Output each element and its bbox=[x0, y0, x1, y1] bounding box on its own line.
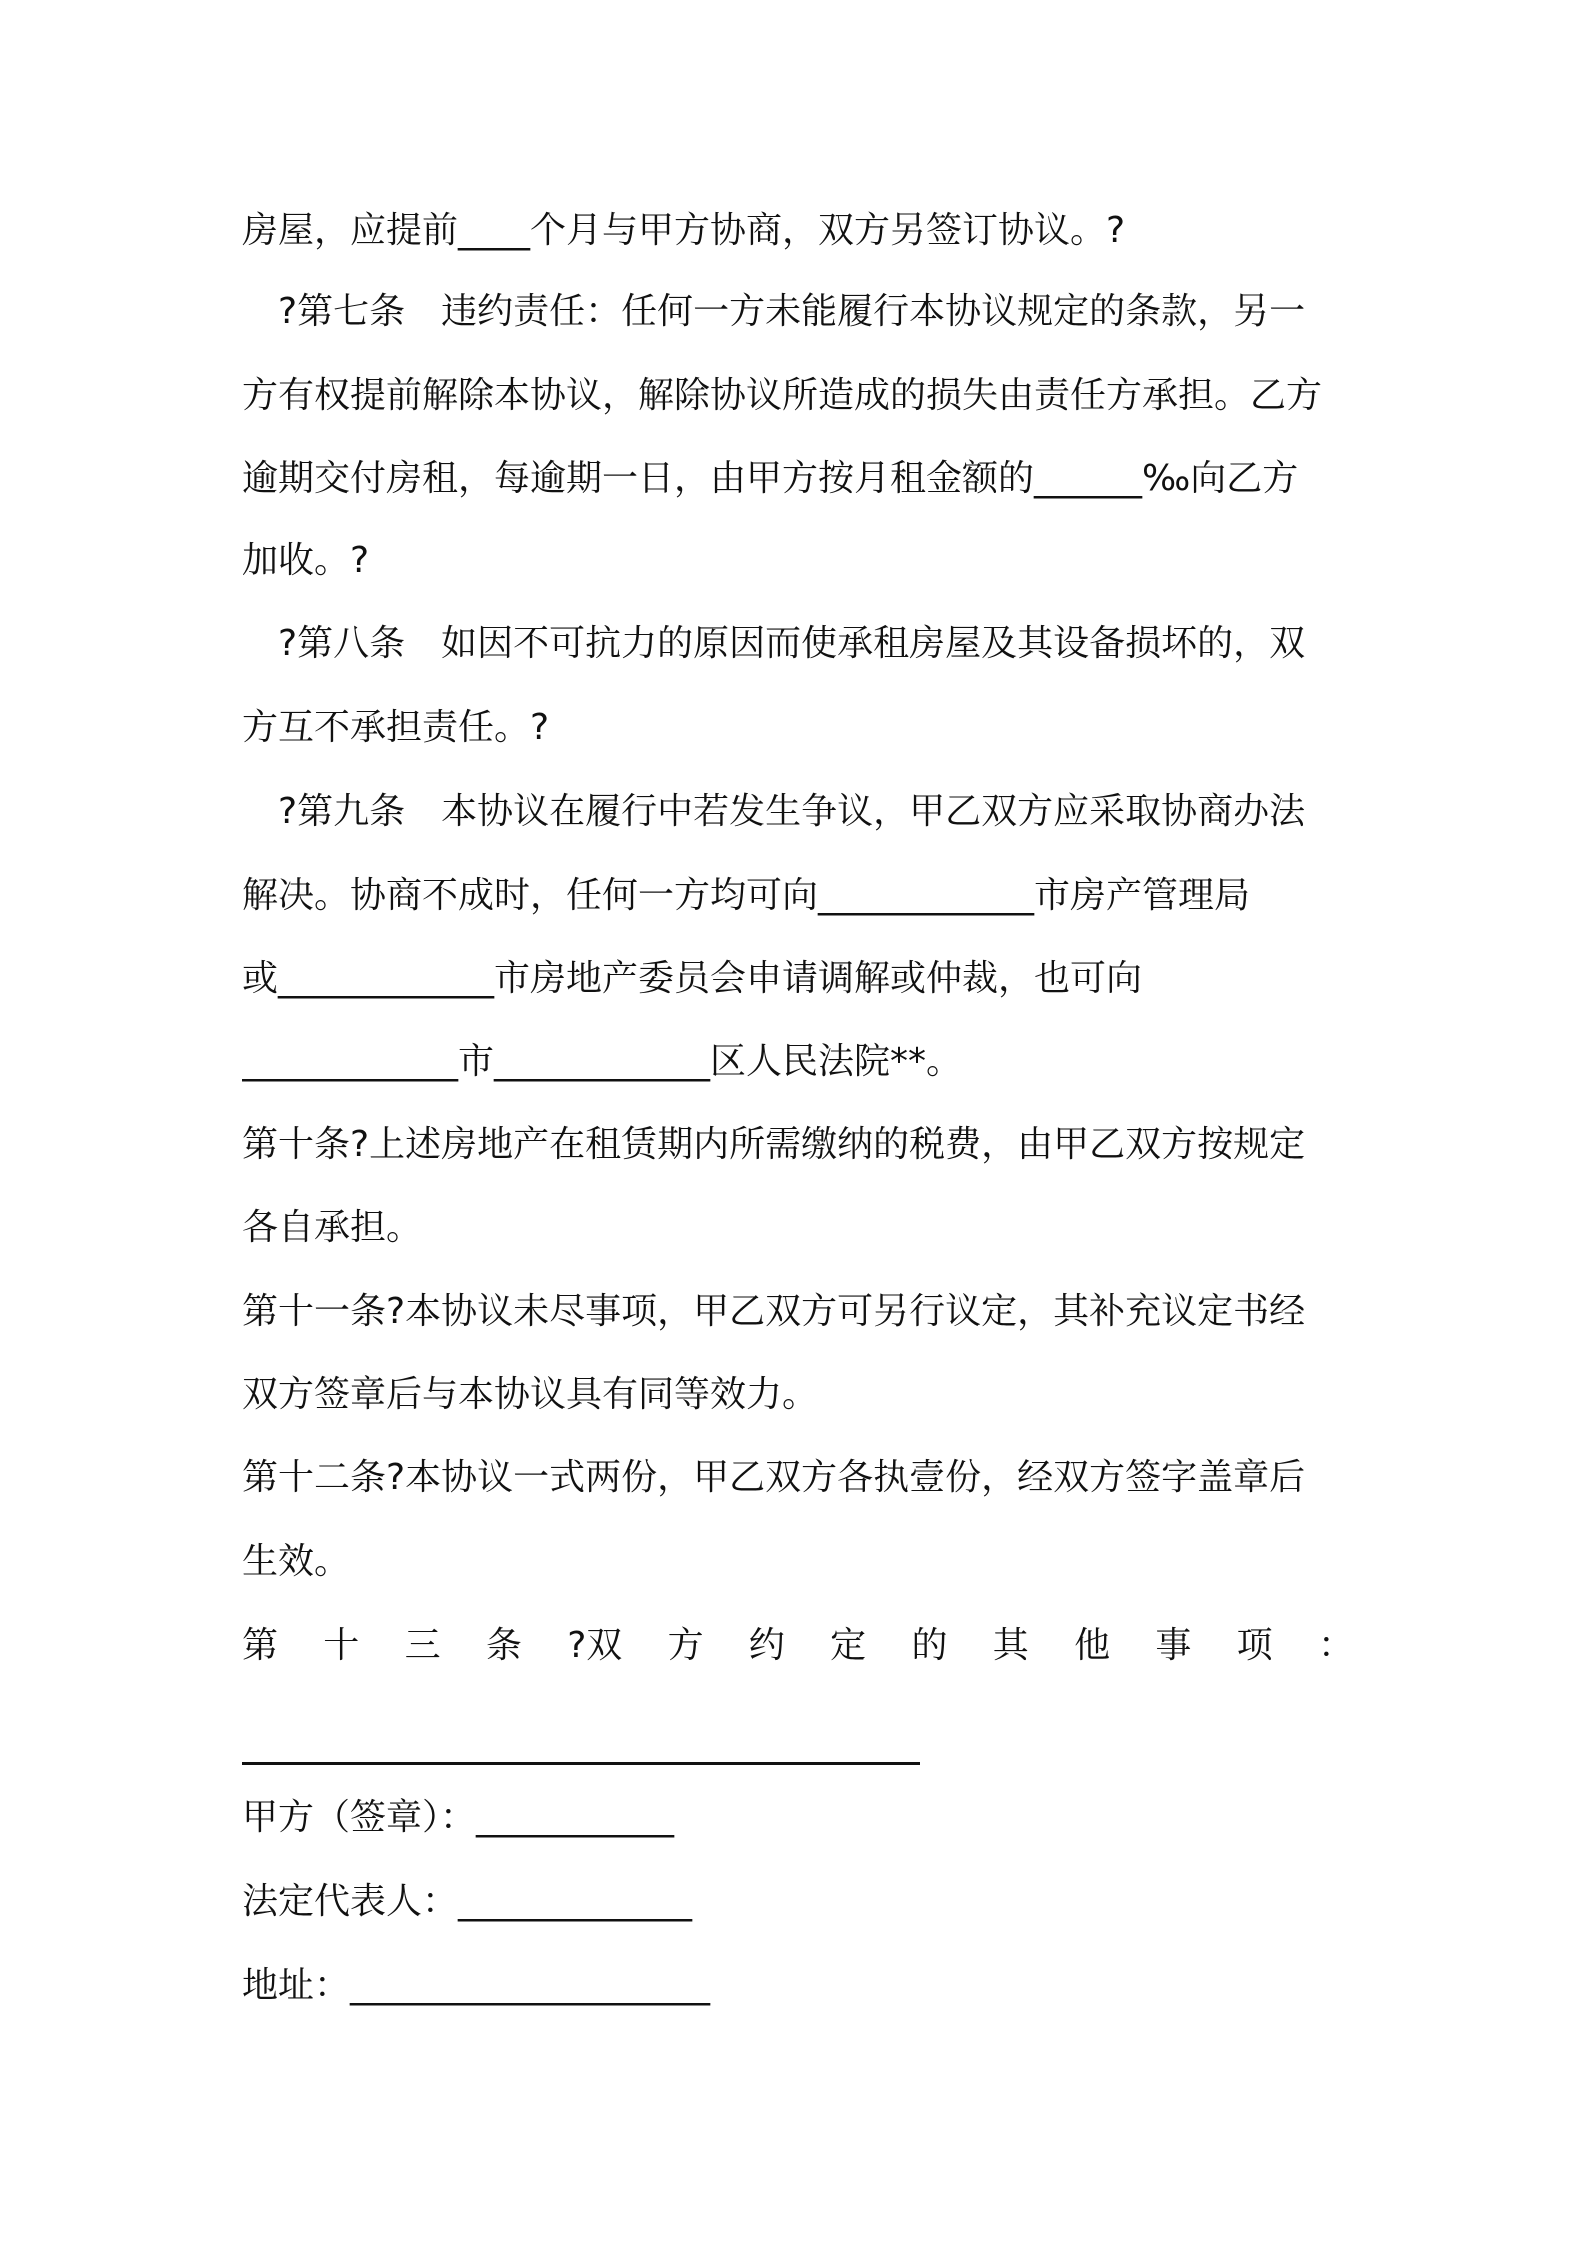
article-12-line: 第十二条?本协议一式两份，甲乙双方各执壹份，经双方签字盖章后 bbox=[242, 1457, 1306, 1498]
heading-char: 十 bbox=[323, 1625, 360, 1666]
article-9-line: ?第九条 本协议在履行中若发生争议，甲乙双方应采取协商办法 bbox=[278, 791, 1306, 832]
text-line: 房屋，应提前____个月与甲方协商，双方另签订协议。? bbox=[242, 210, 1126, 251]
party-a-signature: 甲方（签章）：___________ bbox=[242, 1797, 675, 1838]
blank-fill-line bbox=[242, 1762, 920, 1765]
heading-char: ： bbox=[1317, 1625, 1354, 1666]
heading-char: 定 bbox=[830, 1625, 867, 1666]
text-line: ____________市____________区人民法院**。 bbox=[242, 1041, 963, 1082]
heading-char: 其 bbox=[992, 1625, 1029, 1666]
article-11-line: 第十一条?本协议未尽事项，甲乙双方可另行议定，其补充议定书经 bbox=[242, 1291, 1306, 1332]
article-10-line: 第十条?上述房地产在租赁期内所需缴纳的税费，由甲乙双方按规定 bbox=[242, 1124, 1306, 1165]
heading-char: 事 bbox=[1155, 1625, 1192, 1666]
text-line: 解决。协商不成时，任何一方均可向____________市房产管理局 bbox=[242, 875, 1251, 916]
text-line: 或____________市房地产委员会申请调解或仲裁，也可向 bbox=[242, 958, 1143, 999]
text-line: 生效。 bbox=[242, 1541, 351, 1582]
article-8-line: ?第八条 如因不可抗力的原因而使承租房屋及其设备损坏的，双 bbox=[278, 623, 1306, 664]
legal-representative: 法定代表人：_____________ bbox=[242, 1881, 693, 1922]
heading-char: 他 bbox=[1074, 1625, 1111, 1666]
heading-char: 方 bbox=[667, 1625, 704, 1666]
text-line: 方有权提前解除本协议，解除协议所造成的损失由责任方承担。乙方 bbox=[242, 375, 1323, 416]
text-line: 逾期交付房租，每逾期一日，由甲方按月租金额的______‰向乙方 bbox=[242, 458, 1299, 499]
heading-char: 第 bbox=[242, 1625, 279, 1666]
text-line: 双方签章后与本协议具有同等效力。 bbox=[242, 1374, 819, 1415]
heading-char: 条 bbox=[485, 1625, 522, 1666]
heading-char: 的 bbox=[911, 1625, 948, 1666]
heading-char: ?双 bbox=[567, 1625, 623, 1666]
text-line: 加收。? bbox=[242, 540, 370, 581]
heading-char: 项 bbox=[1236, 1625, 1273, 1666]
heading-char: 约 bbox=[748, 1625, 785, 1666]
text-line: 各自承担。 bbox=[242, 1207, 423, 1248]
article-7-line: ?第七条 违约责任：任何一方未能履行本协议规定的条款，另一 bbox=[278, 291, 1306, 332]
text-line: 方互不承担责任。? bbox=[242, 707, 550, 748]
address-line: 地址：____________________ bbox=[242, 1965, 711, 2006]
heading-char: 三 bbox=[404, 1625, 441, 1666]
article-13-heading bbox=[242, 1610, 1354, 1682]
